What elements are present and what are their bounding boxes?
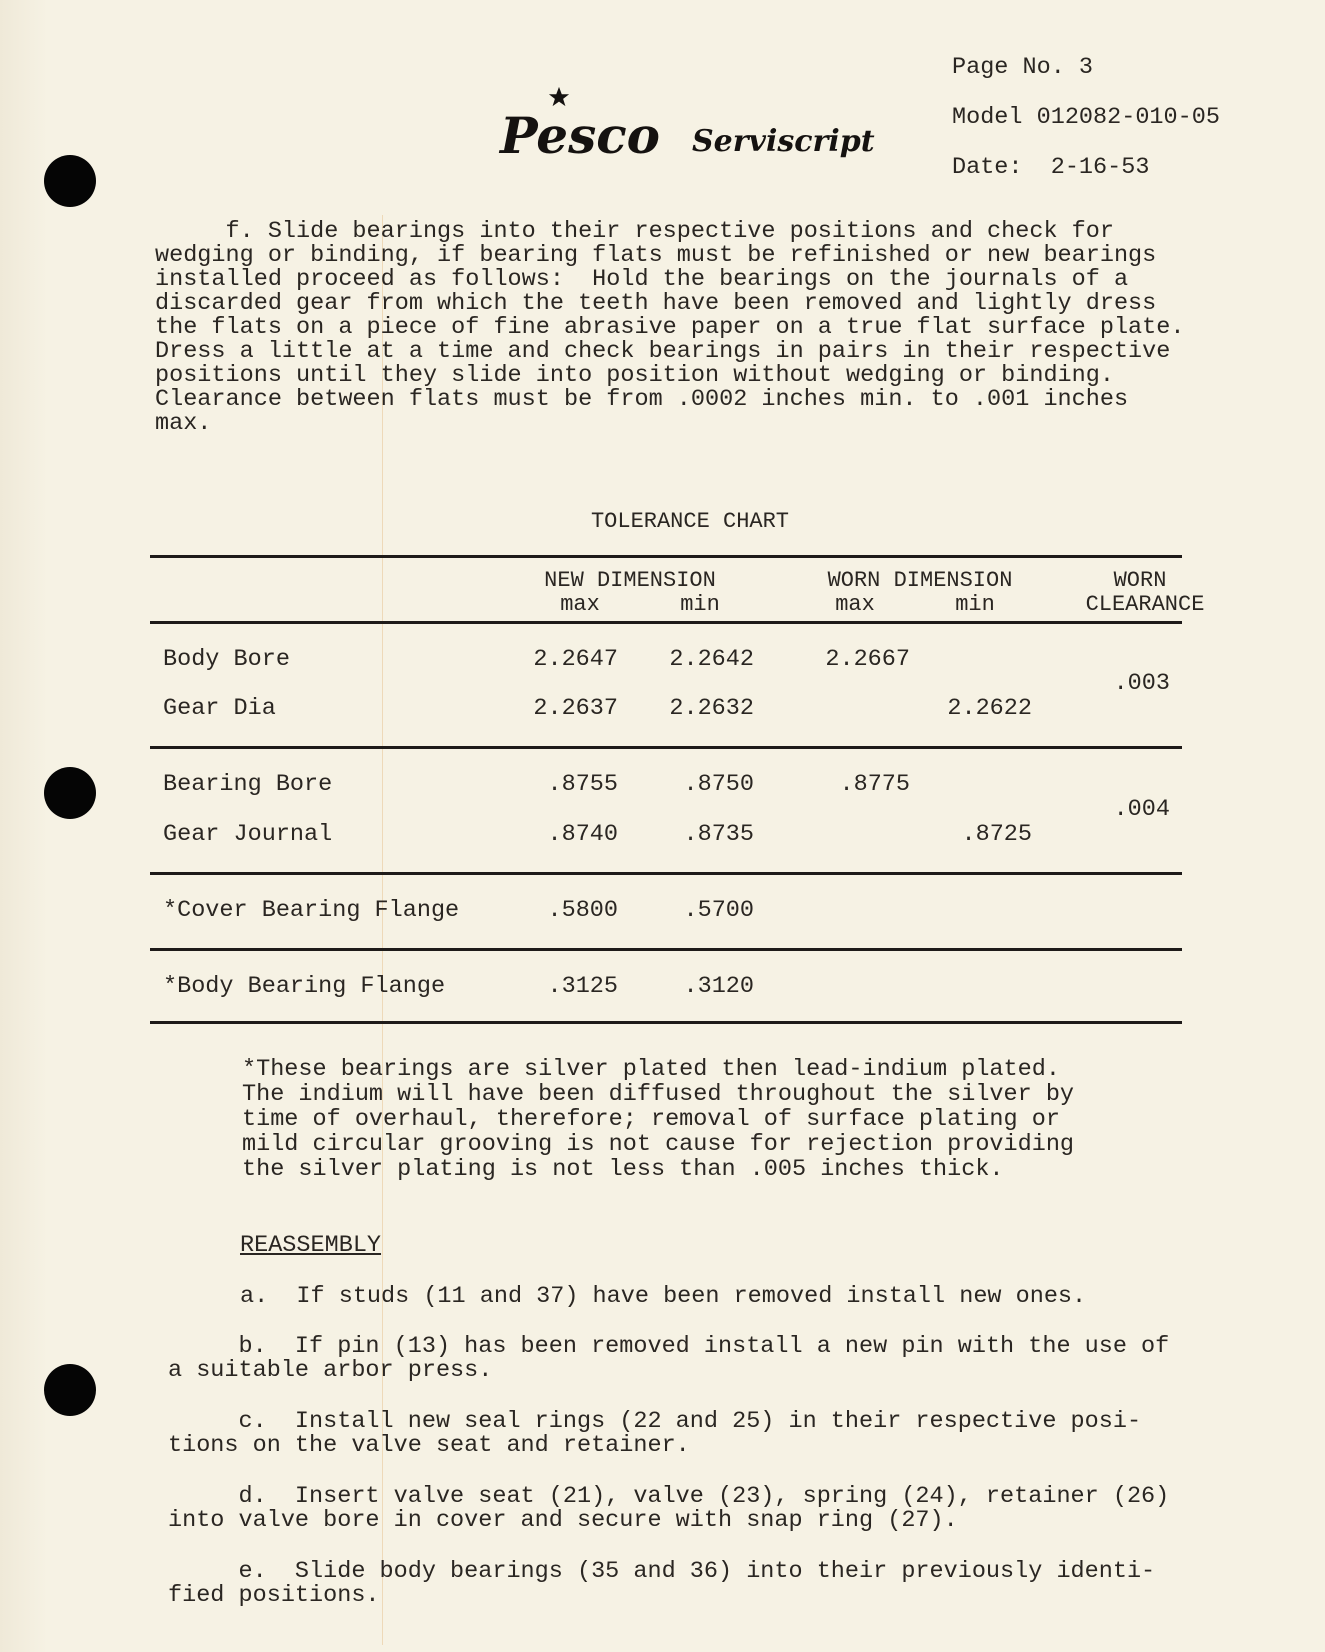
pesco-logo-text: Pesco [500,106,661,165]
row-label: Bearing Bore [163,771,333,798]
punch-hole [44,1364,96,1416]
step-a: a. If studs (11 and 37) have been removed install new ones. [240,1283,1087,1310]
step-c-cont: tions on the valve seat and retainer. [168,1432,690,1459]
header-worn-min: min [955,592,995,617]
row-label: Gear Dia [163,695,276,722]
divider [150,872,1182,875]
header-worn: WORN [1113,568,1167,593]
new-min: 2.2632 [669,695,754,722]
text-line: discarded gear from which the teeth have been removed and lightly dress [155,290,1157,317]
row-label: Gear Journal [163,821,333,848]
scan-edge [0,0,48,1652]
header-clearance: CLEARANCE [1085,592,1205,617]
new-max: 2.2647 [533,646,618,673]
serviscript-logo-text: Serviscript [692,124,875,159]
star-icon [548,86,570,108]
text-line: positions until they slide into position without wedging or binding. [155,362,1114,389]
text-line: mild circular grooving is not cause for rejection providing [242,1131,1075,1158]
section-heading: REASSEMBLY [240,1232,382,1259]
new-min: .5700 [683,897,754,924]
header-new-min: min [680,592,720,617]
new-min: .3120 [683,973,754,1000]
model-number: Model 012082-010-05 [952,104,1220,131]
row-label: *Cover Bearing Flange [163,897,460,924]
text-line: wedging or binding, if bearing flats must be refinished or new bearings [155,242,1157,269]
worn-max: .8775 [839,771,910,798]
new-min: .8735 [683,821,754,848]
step-b-cont: a suitable arbor press. [168,1357,493,1384]
new-max: 2.2637 [533,695,618,722]
text-line: time of overhaul, therefore; removal of surface plating or [242,1106,1060,1133]
clearance-value: .003 [1113,670,1170,697]
header-worn-dimension: WORN DIMENSION [827,568,1013,593]
divider [150,746,1182,749]
header-new-max: max [560,592,600,617]
step-d-cont: into valve bore in cover and secure with snap ring (27). [168,1507,958,1534]
text-line: f. Slide bearings into their respective positions and check for [155,218,1114,245]
text-line: max. [155,410,212,437]
worn-min: 2.2622 [947,695,1032,722]
step-e: e. Slide body bearings (35 and 36) into their previously identi- [168,1558,1156,1585]
new-min: 2.2642 [669,646,754,673]
punch-hole [44,767,96,819]
text-line: Clearance between flats must be from .0002 inches min. to .001 inches [155,386,1129,413]
clearance-value: .004 [1113,796,1170,823]
text-line: the flats on a piece of fine abrasive paper on a true flat surface plate. [155,314,1185,341]
worn-max: 2.2667 [825,646,910,673]
divider [150,555,1182,558]
text-line: Dress a little at a time and check bearings in pairs in their respective [155,338,1171,365]
header-worn-max: max [835,592,875,617]
divider [150,1021,1182,1024]
divider [150,621,1182,624]
punch-hole [44,155,96,207]
header-new-dimension: NEW DIMENSION [544,568,716,593]
chart-title: TOLERANCE CHART [590,509,790,534]
new-max: .3125 [547,973,618,1000]
text-line: the silver plating is not less than .005 inches thick. [242,1156,1004,1183]
worn-min: .8725 [961,821,1032,848]
text-line: The indium will have been diffused throughout the silver by [242,1081,1075,1108]
new-max: .8740 [547,821,618,848]
step-e-cont: fied positions. [168,1582,380,1609]
page-number: Page No. 3 [952,54,1094,81]
new-min: .8750 [683,771,754,798]
row-label: *Body Bearing Flange [163,973,446,1000]
text-line: installed proceed as follows: Hold the bearings on the journals of a [155,266,1129,293]
row-label: Body Bore [163,646,290,673]
divider [150,948,1182,951]
step-c: c. Install new seal rings (22 and 25) in their respective posi- [168,1408,1142,1435]
new-max: .8755 [547,771,618,798]
new-max: .5800 [547,897,618,924]
text-line: *These bearings are silver plated then lead-indium plated. [242,1056,1060,1083]
step-b: b. If pin (13) has been removed install a new pin with the use of [168,1333,1170,1360]
step-d: d. Insert valve seat (21), valve (23), spring (24), retainer (26) [168,1483,1170,1510]
document-date: Date: 2-16-53 [952,154,1150,181]
